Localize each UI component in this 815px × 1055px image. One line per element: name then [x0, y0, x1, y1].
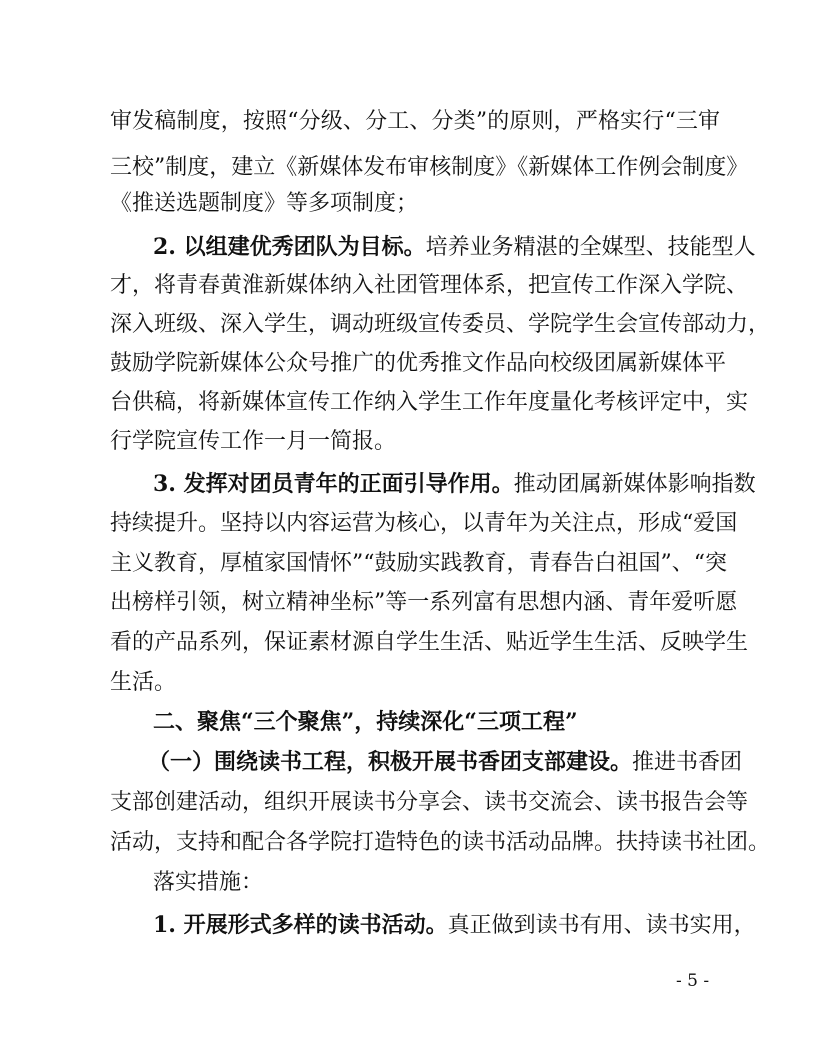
- paragraph-line: 活动，支持和配合各学院打造特色的读书活动品牌。扶持读书社团。: [110, 830, 771, 855]
- item-heading: 2. 以组建优秀团队为目标。: [153, 234, 426, 260]
- paragraph-first-line: [153, 910, 756, 940]
- paragraph-line: 出榜样引领，树立精神坐标”等一系列富有思想内涵、青年爱听愿: [110, 590, 738, 615]
- paragraph-line: 台供稿，将新媒体宣传工作纳入学生工作年度量化考核评定中，实: [110, 390, 749, 415]
- item-heading: 3. 发挥对团员青年的正面引导作用。: [153, 471, 514, 497]
- paragraph-line: 审发稿制度，按照“分级、分工、分类”的原则，严格实行“三审: [110, 109, 720, 134]
- paragraph-line: 支部创建活动，组织开展读书分享会、读书交流会、读书报告会等: [110, 790, 749, 815]
- paragraph-first-line: [148, 747, 743, 777]
- paragraph-line: 三校”制度，建立《新媒体发布审核制度》《新媒体工作例会制度》: [110, 155, 749, 180]
- paragraph-line: 看的产品系列，保证素材源自学生生活、贴近学生生活、反映学生: [110, 630, 749, 655]
- paragraph-line: 深入班级、深入学生，调动班级宣传委员、学院学生会宣传部动力，: [110, 312, 771, 337]
- measures-label: 落实措施：: [153, 870, 264, 895]
- subsection-heading: （一）围绕读书工程，积极开展书香团支部建设。: [148, 749, 633, 775]
- section-heading: 二、聚焦“三个聚焦”，持续深化“三项工程”: [153, 709, 578, 735]
- page-number: - 5 -: [676, 971, 710, 991]
- paragraph-first-line: [153, 469, 756, 499]
- paragraph-line: 鼓励学院新媒体公众号推广的优秀推文作品向校级团属新媒体平: [110, 351, 727, 376]
- paragraph-line: 才，将青春黄淮新媒体纳入社团管理体系，把宣传工作深入学院、: [110, 273, 749, 298]
- item-text: 推进书香团: [632, 750, 743, 775]
- item-text: 真正做到读书有用、读书实用，: [447, 913, 756, 938]
- paragraph-line: 主义教育，厚植家国情怀”“鼓励实践教育，青春告白祖国”、“突: [110, 551, 727, 576]
- paragraph-line: 《推送选题制度》等多项制度；: [110, 191, 419, 216]
- paragraph-line: 生活。: [110, 670, 177, 695]
- paragraph-first-line: [153, 232, 756, 262]
- item-heading: 1. 开展形式多样的读书活动。: [153, 912, 448, 938]
- item-text: 推动团属新媒体影响指数: [513, 472, 756, 497]
- paragraph-line: 持续提升。坚持以内容运营为核心，以青年为关注点，形成“爱国: [110, 511, 738, 536]
- item-text: 培养业务精湛的全媒型、技能型人: [425, 235, 756, 260]
- paragraph-line: 行学院宣传工作一月一简报。: [110, 429, 397, 454]
